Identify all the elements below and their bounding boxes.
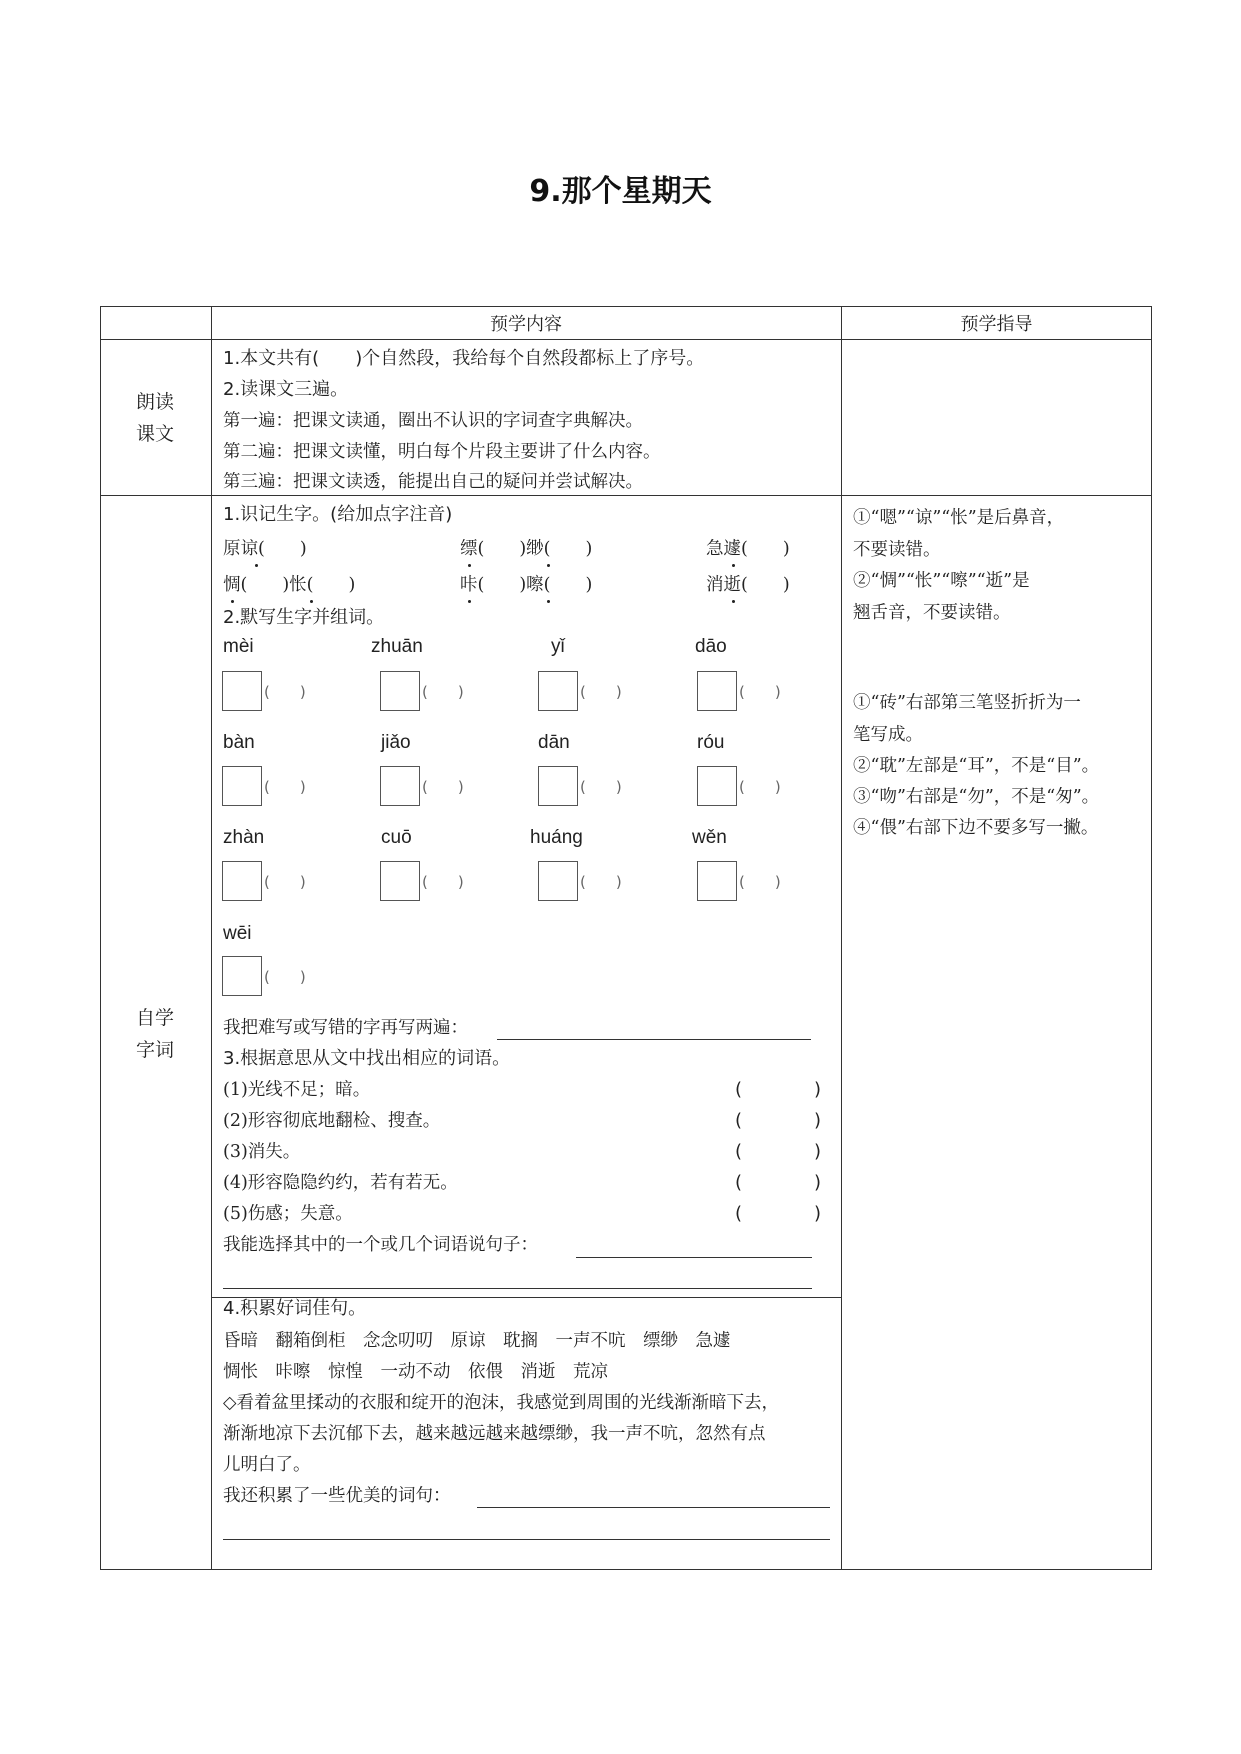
word-blank[interactable]: ( ) <box>580 778 622 796</box>
answer-line[interactable] <box>477 1507 830 1508</box>
guide-note: 不要读错。 <box>853 540 941 560</box>
pinyin-label: cuō <box>381 827 412 848</box>
row-label-line: 字词 <box>135 1039 174 1061</box>
definition-item: (2)形容彻底地翻检、搜查。 <box>223 1111 441 1131</box>
pinyin-label: yǐ <box>551 636 565 657</box>
question-1-title: 1.识记生字。(给加点字注音) <box>223 504 453 525</box>
character-box[interactable] <box>222 766 262 806</box>
guide-note: ④“偎”右部下边不要多写一撇。 <box>853 818 1099 838</box>
definition-item: (1)光线不足；暗。 <box>223 1080 371 1100</box>
emphasis-dot <box>468 564 471 567</box>
pinyin-label: zhuān <box>371 636 423 657</box>
emphasis-dot <box>732 600 735 603</box>
word-blank[interactable]: ( ) <box>422 778 464 796</box>
word-blank[interactable]: ( ) <box>264 683 306 701</box>
guide-note: ②“耽”左部是“耳”，不是“目”。 <box>853 756 1100 776</box>
character-box[interactable] <box>380 671 420 711</box>
character-box[interactable] <box>538 766 578 806</box>
question-3-title: 3.根据意思从文中找出相应的词语。 <box>223 1048 511 1069</box>
character-box[interactable] <box>538 861 578 901</box>
guide-note: 翘舌音，不要读错。 <box>853 603 1011 623</box>
answer-blank[interactable]: ( ) <box>735 1141 822 1162</box>
pinyin-label: zhàn <box>223 827 265 848</box>
emphasis-dot <box>255 564 258 567</box>
phonetic-item: 缥( )缈( ) <box>460 539 593 559</box>
word-blank[interactable]: ( ) <box>264 778 306 796</box>
character-box[interactable] <box>222 861 262 901</box>
reading-item: 第三遍：把课文读透，能提出自己的疑问并尝试解决。 <box>223 472 643 492</box>
row-label-selfstudy <box>100 1002 210 1066</box>
pinyin-label: dān <box>538 732 570 753</box>
pinyin-label: huáng <box>530 827 583 848</box>
answer-blank[interactable]: ( ) <box>735 1172 822 1193</box>
guide-note: ①“嗯”“谅”“怅”是后鼻音， <box>853 508 1065 528</box>
answer-line[interactable] <box>576 1257 812 1258</box>
word-blank[interactable]: ( ) <box>739 683 781 701</box>
guide-note: ①“砖”右部第三笔竖折折为一 <box>853 693 1081 713</box>
question-2-title: 2.默写生字并组词。 <box>223 607 385 628</box>
reading-item: 第二遍：把课文读懂，明白每个片段主要讲了什么内容。 <box>223 442 661 462</box>
word-blank[interactable]: ( ) <box>422 683 464 701</box>
answer-blank[interactable]: ( ) <box>735 1203 822 1224</box>
pinyin-label: bàn <box>223 732 255 753</box>
character-box[interactable] <box>697 671 737 711</box>
rewrite-prompt: 我把难写或写错的字再写两遍： <box>223 1018 468 1038</box>
word-blank[interactable]: ( ) <box>739 873 781 891</box>
word-blank[interactable]: ( ) <box>580 683 622 701</box>
word-blank[interactable]: ( ) <box>580 873 622 891</box>
character-box[interactable] <box>380 861 420 901</box>
word-blank[interactable]: ( ) <box>264 968 306 986</box>
row-label-reading <box>100 386 210 450</box>
row-label-line: 课文 <box>135 423 174 445</box>
pinyin-label: jiǎo <box>381 732 411 753</box>
header-guide: 预学指导 <box>960 314 1033 335</box>
phonetic-item: 咔( )嚓( ) <box>460 575 593 595</box>
page-title: 9.那个星期天 <box>529 174 712 209</box>
row-label-line: 朗读 <box>135 391 174 413</box>
row-label-line: 自学 <box>135 1007 174 1029</box>
pinyin-label: mèi <box>223 636 254 657</box>
phonetic-item: 急遽( ) <box>706 539 790 559</box>
reading-item: 1.本文共有( )个自然段，我给每个自然段都标上了序号。 <box>223 348 705 369</box>
reading-item: 2.读课文三遍。 <box>223 379 349 400</box>
pinyin-label: dāo <box>695 636 727 657</box>
character-box[interactable] <box>697 861 737 901</box>
character-box[interactable] <box>222 671 262 711</box>
answer-blank[interactable]: ( ) <box>735 1079 822 1100</box>
definition-item: (3)消失。 <box>223 1142 301 1162</box>
pinyin-label: róu <box>697 732 725 753</box>
emphasis-dot <box>547 564 550 567</box>
guide-note: 笔写成。 <box>853 725 923 745</box>
character-box[interactable] <box>538 671 578 711</box>
word-blank[interactable]: ( ) <box>739 778 781 796</box>
reading-item: 第一遍：把课文读通，圈出不认识的字词查字典解决。 <box>223 411 643 431</box>
header-content: 预学内容 <box>490 314 562 335</box>
phonetic-item: 原谅( ) <box>223 539 307 559</box>
phonetic-item: 惆( )怅( ) <box>223 575 356 595</box>
pinyin-label: wēi <box>223 923 252 944</box>
emphasis-dot <box>547 600 550 603</box>
quote-line: 渐渐地凉下去沉郁下去，越来越远越来越缥缈，我一声不吭，忽然有点 <box>223 1424 766 1444</box>
emphasis-dot <box>732 564 735 567</box>
character-box[interactable] <box>380 766 420 806</box>
question-4-title: 4.积累好词佳句。 <box>223 1298 367 1319</box>
emphasis-dot <box>310 600 313 603</box>
word-blank[interactable]: ( ) <box>264 873 306 891</box>
guide-note: ②“惆”“怅”“嚓”“逝”是 <box>853 571 1030 591</box>
character-box[interactable] <box>222 956 262 996</box>
definition-item: (5)伤感；失意。 <box>223 1204 353 1224</box>
row-divider <box>100 495 1152 496</box>
answer-line[interactable] <box>223 1288 812 1289</box>
definition-item: (4)形容隐隐约约，若有若无。 <box>223 1173 458 1193</box>
guide-note: ③“吻”右部是“勿”，不是“匆”。 <box>853 787 1100 807</box>
pinyin-label: wěn <box>692 827 727 848</box>
word-bank: 昏暗 翻箱倒柜 念念叨叨 原谅 耽搁 一声不吭 缥缈 急遽 <box>223 1331 731 1351</box>
word-blank[interactable]: ( ) <box>422 873 464 891</box>
phonetic-item: 消逝( ) <box>706 575 790 595</box>
emphasis-dot <box>231 600 234 603</box>
quote-line: ◇看着盆里揉动的衣服和绽开的泡沫，我感觉到周围的光线渐渐暗下去， <box>223 1393 779 1413</box>
row-divider <box>100 339 1152 340</box>
answer-line[interactable] <box>497 1039 811 1040</box>
emphasis-dot <box>468 600 471 603</box>
character-box[interactable] <box>697 766 737 806</box>
sentence-prompt: 我能选择其中的一个或几个词语说句子： <box>223 1235 538 1255</box>
accumulate-prompt: 我还积累了一些优美的词句： <box>223 1486 451 1506</box>
answer-line[interactable] <box>223 1539 830 1540</box>
word-bank: 惆怅 咔嚓 惊惶 一动不动 依偎 消逝 荒凉 <box>223 1362 608 1382</box>
answer-blank[interactable]: ( ) <box>735 1110 822 1131</box>
quote-line: 儿明白了。 <box>223 1455 311 1475</box>
